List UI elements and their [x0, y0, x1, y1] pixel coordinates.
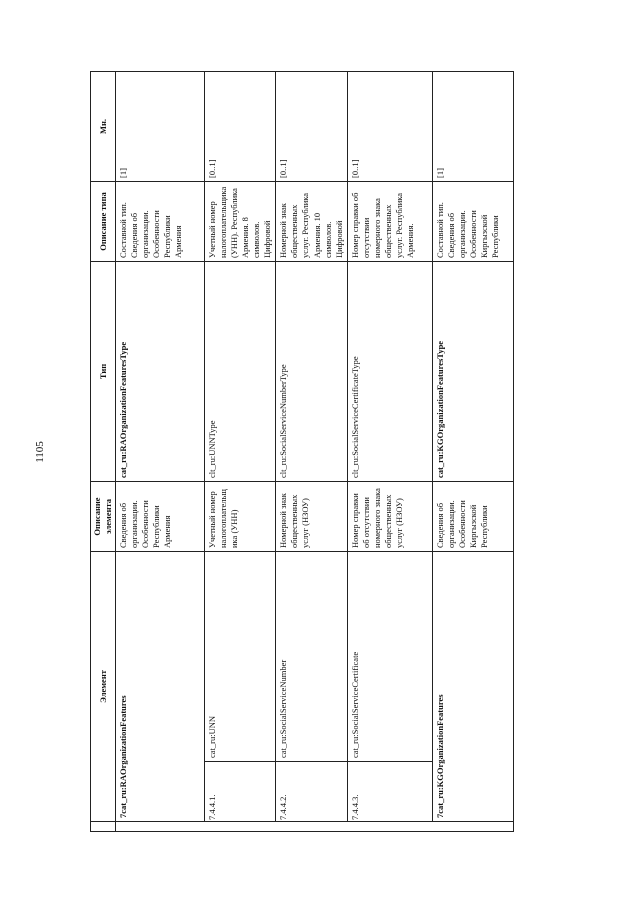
number-cell: 7.4.4.2.	[276, 762, 347, 822]
element-desc-cell: Номерной знак общественных услуг (НЗОУ)	[276, 482, 347, 552]
header-blank	[91, 822, 116, 832]
table-row	[116, 72, 205, 832]
mult-cell: [1]	[432, 72, 513, 182]
type-desc-cell: Составной тип. Сведения об организации. Особенности Киргызской Республики	[432, 182, 513, 262]
table-row	[205, 72, 276, 832]
type-desc-cell: Учетный номер налогоплательщика (УНН). Республика Армения. 8 символов. Цифровой	[205, 182, 276, 262]
type-cell: cat_ru:RAOrganizationFeaturesType	[116, 262, 205, 482]
type-desc-cell: Составной тип. Сведения об организации. Особенности Республики Армения	[116, 182, 205, 262]
header-element: Элемент	[91, 552, 116, 822]
element-desc-cell: Сведения об организации. Особенности Киргызской Республики	[432, 482, 513, 552]
element-cell: cat_ru:SocialServiceCertificate	[347, 552, 432, 762]
blank-cell	[432, 822, 513, 832]
element-desc-cell: Учетный номер налогоплательщика (УНН)	[205, 482, 276, 552]
header-type-desc: Описание типа	[91, 182, 116, 262]
mult-cell: [0..1]	[347, 72, 432, 182]
blank-cell	[116, 822, 205, 832]
header-element-desc: Описание элемента	[91, 482, 116, 552]
header-mult: Мн.	[91, 72, 116, 182]
blank-cell	[276, 822, 347, 832]
type-cell: cat_ru:KGOrganizationFeaturesType	[432, 262, 513, 482]
type-desc-cell: Номерной знак общественных услуг. Республика Армения. 10 символов. Цифровой	[276, 182, 347, 262]
table-row	[276, 72, 347, 832]
blank-cell	[205, 822, 276, 832]
element-cell: 7cat_ru:RAOrganizationFeatures	[116, 552, 205, 822]
element-desc-cell: Номер справки об отсутствии номерного знака общественных услуг (НЗОУ)	[347, 482, 432, 552]
number-cell: 7.4.4.3.	[347, 762, 432, 822]
mult-cell: [0..1]	[276, 72, 347, 182]
type-cell: clt_ru:UNNType	[205, 262, 276, 482]
mult-cell: [0..1]	[205, 72, 276, 182]
table-container	[90, 72, 500, 832]
schema-table	[90, 71, 514, 832]
element-cell: cat_ru:UNN	[205, 552, 276, 762]
header-type: Тип	[91, 262, 116, 482]
rotated-page	[90, 72, 500, 832]
page-number: 1105	[34, 441, 46, 463]
element-cell: 7cat_ru:KGOrganizationFeatures	[432, 552, 513, 822]
type-cell: clt_ru:SocialServiceNumberType	[276, 262, 347, 482]
type-desc-cell: Номер справки об отсутствии номерного знака общественных услуг. Республика Армения.	[347, 182, 432, 262]
element-desc-cell: Сведения об организации. Особенности Республики Армения	[116, 482, 205, 552]
table-header-row	[91, 72, 116, 832]
mult-cell: [1]	[116, 72, 205, 182]
type-cell: clt_ru:SocialServiceCertificateType	[347, 262, 432, 482]
element-cell: cat_ru:SocialServiceNumber	[276, 552, 347, 762]
blank-cell	[347, 822, 432, 832]
table-row	[347, 72, 432, 832]
number-cell: 7.4.4.1.	[205, 762, 276, 822]
table-row	[432, 72, 513, 832]
